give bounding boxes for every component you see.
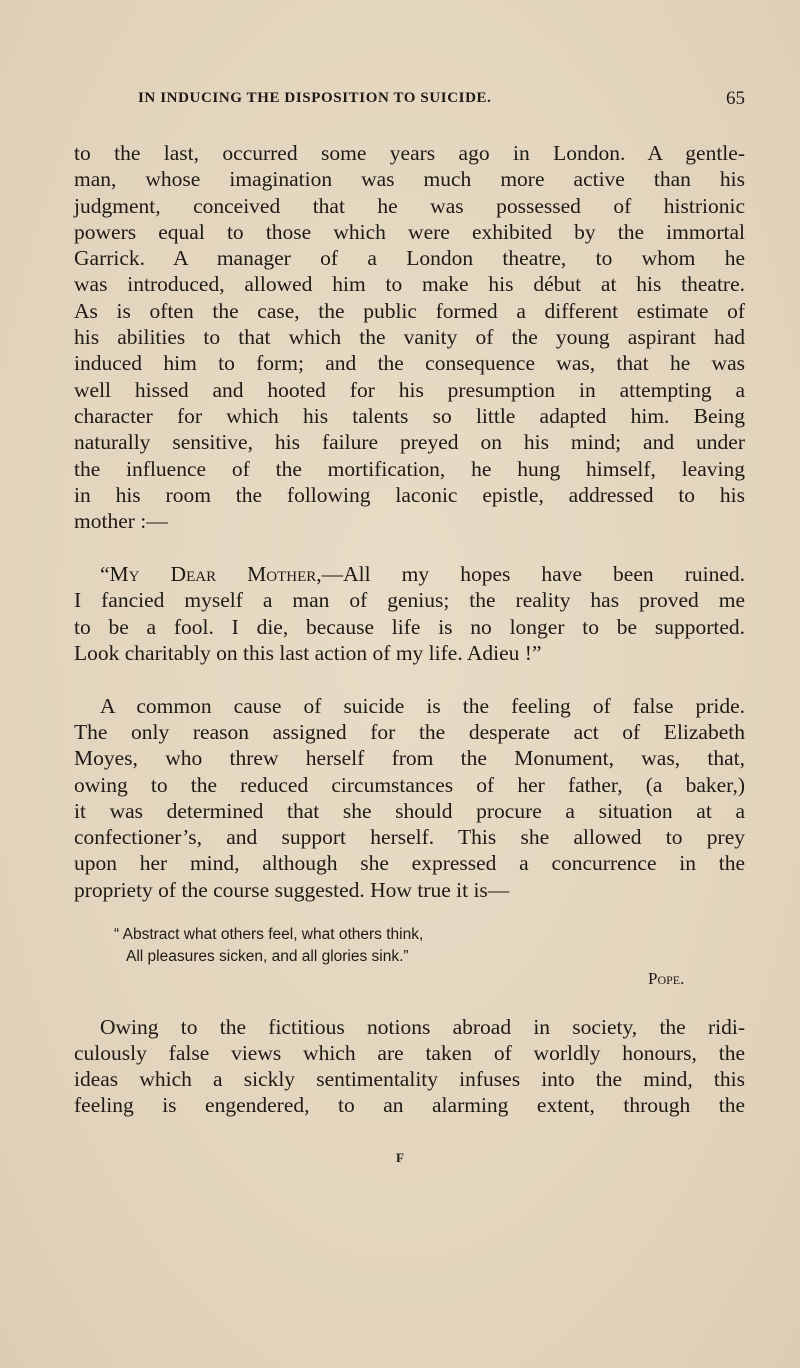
text-line: naturally sensitive, his failure preyed on his mind; and under <box>74 430 745 455</box>
text-line: upon her mind, although she expressed a concurrence in the <box>74 851 745 876</box>
text-line: Moyes, who threw herself from the Monument, was, that, <box>74 746 745 771</box>
paragraph <box>74 140 745 534</box>
text-line: his abilities to that which the vanity of the young aspirant had <box>74 325 745 350</box>
text-line: propriety of the course suggested. How true it is— <box>74 877 510 902</box>
quote-line: “ Abstract what others feel, what others think, <box>114 925 424 943</box>
text-line: it was determined that she should procure a situation at a <box>74 798 745 823</box>
running-title: IN INDUCING THE DISPOSITION TO SUICIDE. <box>138 90 492 106</box>
text-line <box>74 561 745 587</box>
signature-mark: F <box>396 1150 404 1165</box>
text-line: judgment, conceived that he was possessed of histrionic <box>74 193 745 218</box>
text-line: powers equal to those which were exhibited by the immortal <box>74 219 745 244</box>
text-line: owing to the reduced circumstances of her father, (a baker,) <box>74 772 745 797</box>
text-line: A common cause of suicide is the feeling of false pride. <box>100 693 745 718</box>
paragraph <box>74 693 745 903</box>
text-line: in his room the following laconic epistle, addressed to his <box>74 482 745 507</box>
text-line: ideas which a sickly sentimentality infuses into the mind, this <box>74 1067 745 1092</box>
page-body <box>74 140 745 1145</box>
text-line: character for which his talents so little adapted him. Being <box>74 403 745 428</box>
running-header <box>74 90 745 110</box>
text-line: induced him to form; and the consequence was, that he was <box>74 351 745 376</box>
text-line: I fancied myself a man of genius; the reality has proved me <box>74 588 745 613</box>
letter-salutation: “My Dear Mother, <box>100 561 322 586</box>
quote-author: Pope. <box>648 968 685 988</box>
text-line: Look charitably on this last action of my life. Adieu !” <box>74 640 542 665</box>
verse-quotation <box>74 924 745 990</box>
page-number: 65 <box>726 88 745 109</box>
letter-text: —All my hopes have been ruined. <box>321 561 745 586</box>
text-line: to the last, occurred some years ago in London. A gentle- <box>74 141 745 165</box>
text-line: culously false views which are taken of worldly honours, the <box>74 1040 745 1065</box>
text-line: feeling is engendered, to an alarming extent, through the <box>74 1093 745 1118</box>
text-line: mother :— <box>74 509 168 534</box>
quote-line: All pleasures sicken, and all glories sink.” <box>126 947 409 965</box>
paragraph <box>74 561 745 666</box>
text-line: As is often the case, the public formed a different estimate of <box>74 298 745 323</box>
text-line: The only reason assigned for the desperate act of Elizabeth <box>74 719 745 744</box>
text-line: Owing to the fictitious notions abroad in society, the ridi- <box>100 1014 745 1039</box>
text-line: the influence of the mortification, he hung himself, leaving <box>74 456 745 481</box>
text-line: to be a fool. I die, because life is no longer to be supported. <box>74 614 745 639</box>
text-line: was introduced, allowed him to make his début at his theatre. <box>74 272 745 297</box>
text-line: well hissed and hooted for his presumption in attempting a <box>74 377 745 402</box>
text-line: confectioner’s, and support herself. This she allowed to prey <box>74 825 745 850</box>
text-line: Garrick. A manager of a London theatre, to whom he <box>74 246 745 271</box>
paragraph <box>74 1014 745 1119</box>
text-line: man, whose imagination was much more active than his <box>74 167 745 192</box>
